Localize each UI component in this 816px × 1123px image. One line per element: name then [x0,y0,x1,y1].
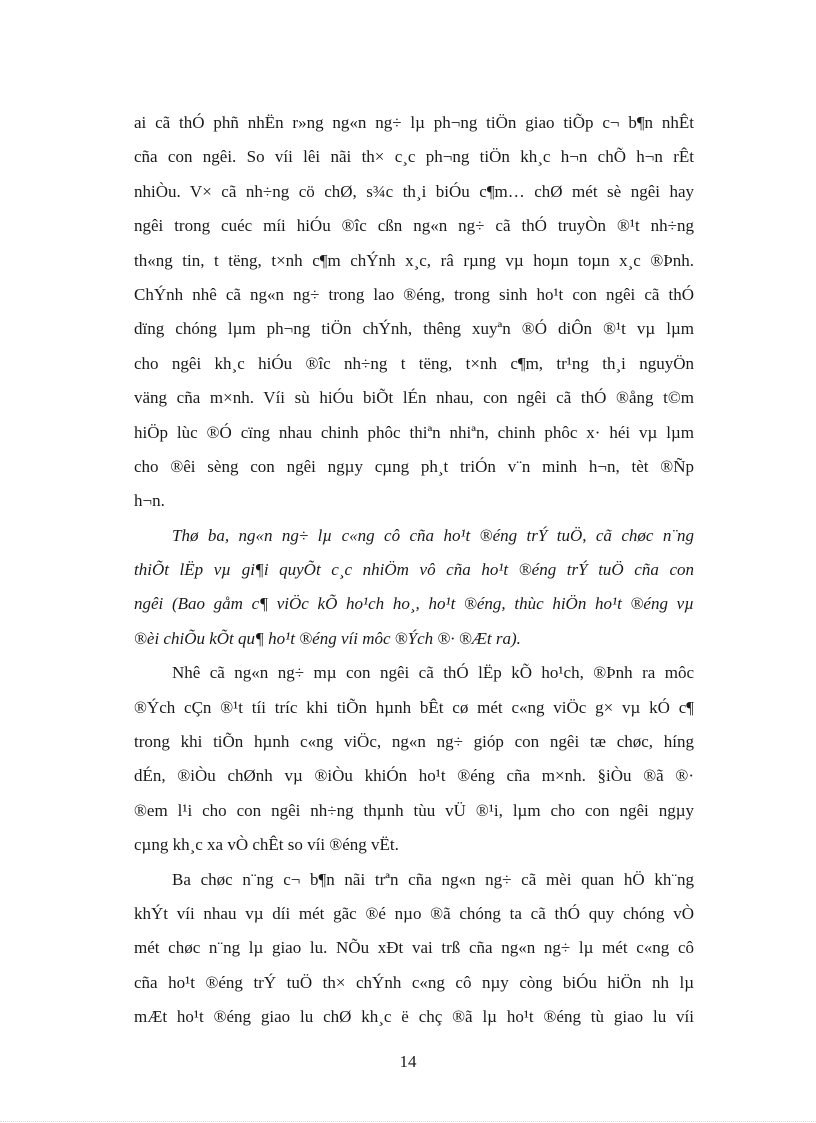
text-line: trong khi tiÕn hµnh c«ng viÖc, ng«n ng÷ gióp con ngêi tæ chøc, híng [134,732,694,752]
text-line: cµng kh¸c xa vÒ chÊt so víi ®éng vËt. [134,835,399,855]
text-line: dïng chóng lµm ph¬ng tiÖn chÝnh, thêng xuyªn ®Ó diÔn ®¹t vµ lµm [134,319,694,339]
text-line: h¬n. [134,491,165,511]
text-line: cña con ngêi. So víi lêi nãi th× c¸c ph¬ng tiÖn kh¸c h¬n chÕ h¬n rÊt [134,147,694,167]
text-line: ®èi chiÕu kÕt qu¶ ho¹t ®éng víi môc ®Ých ®· ®Æt ra). [134,628,521,648]
paragraph-3 [134,656,694,862]
text-line: ai cã thÓ phñ nhËn r»ng ng«n ng÷ lµ ph¬ng tiÖn giao tiÕp c¬ b¶n nhÊt [134,113,694,132]
text-line: mét chøc n¨ng lµ giao lu. NÕu xÐt vai trß cña ng«n ng÷ lµ mét c«ng cô [134,938,694,958]
text-line: th«ng tin, t tëng, t×nh c¶m chÝnh x¸c, râ rµng vµ hoµn toµn x¸c ®Þnh. [134,250,694,270]
text-line: dÉn, ®iÒu chØnh vµ ®iÒu khiÓn ho¹t ®éng cña m×nh. §iÒu ®ã ®· [134,766,694,786]
text-line: ChÝnh nhê cã ng«n ng÷ trong lao ®éng, trong sinh ho¹t con ngêi cã thÓ [134,284,694,304]
paragraph-4 [134,863,694,1035]
text-line: cho ngêi kh¸c hiÓu ®îc nh÷ng t tëng, t×nh c¶m, tr¹ng th¸i nguyÖn [134,353,694,373]
page-number: 14 [399,1052,417,1071]
text-line: Nhê cã ng«n ng÷ mµ con ngêi cã thÓ lËp kÕ ho¹ch, ®Þnh ra môc [172,663,694,683]
text-line: thiÕt lËp vµ gi¶i quyÕt c¸c nhiÖm vô cña ho¹t ®éng trÝ tuÖ cña con [134,560,694,580]
text-line: nhiÒu. V× cã nh÷ng cö chØ, s¾c th¸i biÓu c¶m… chØ mét sè ngêi hay [134,181,694,201]
text-line: mÆt ho¹t ®éng giao lu chØ kh¸c ë chç ®ã lµ ho¹t ®éng tù giao lu víi [134,1007,694,1027]
text-line: ngêi trong cuéc míi hiÓu ®îc cßn ng«n ng÷ cã thÓ truyÒn ®¹t nh÷ng [134,216,694,236]
paragraph-2-italic [134,519,694,657]
text-line: ngêi (Bao gåm c¶ viÖc kÕ ho¹ch ho¸, ho¹t ®éng, thùc hiÖn ho¹t ®éng vµ [134,594,694,614]
text-line: väng cña m×nh. Víi sù hiÓu biÕt lÉn nhau, con ngêi cã thÓ ®ång t©m [134,388,694,408]
text-line: khÝt víi nhau vµ díi mét gãc ®é nµo ®ã chóng ta cã thÓ quy chóng vÒ [134,903,694,923]
text-line: hiÖp lùc ®Ó cïng nhau chinh phôc thiªn nhiªn, chinh phôc x· héi vµ lµm [134,422,694,442]
text-line: Thø ba, ng«n ng÷ lµ c«ng cô cña ho¹t ®éng trÝ tuÖ, cã chøc n¨ng [172,525,694,545]
page-bottom-divider [0,1121,816,1122]
text-line: cho ®êi sèng con ngêi ngµy cµng ph¸t triÓn v¨n minh h¬n, tèt ®Ñp [134,456,694,476]
text-line: Ba chøc n¨ng c¬ b¶n nãi trªn cña ng«n ng÷ cã mèi quan hÖ kh¨ng [172,869,694,889]
body-text [134,106,694,1035]
text-line: ®Ých cÇn ®¹t tíi tríc khi tiÕn hµnh bÊt cø mét c«ng viÖc g× vµ kÓ c¶ [134,697,694,717]
text-line: ®em l¹i cho con ngêi nh÷ng thµnh tùu vÜ ®¹i, lµm cho con ngêi ngµy [134,800,694,820]
paragraph-1 [134,106,694,519]
text-line: cña ho¹t ®éng trÝ tuÖ th× chÝnh c«ng cô nµy còng biÓu hiÖn nh lµ [134,972,694,992]
